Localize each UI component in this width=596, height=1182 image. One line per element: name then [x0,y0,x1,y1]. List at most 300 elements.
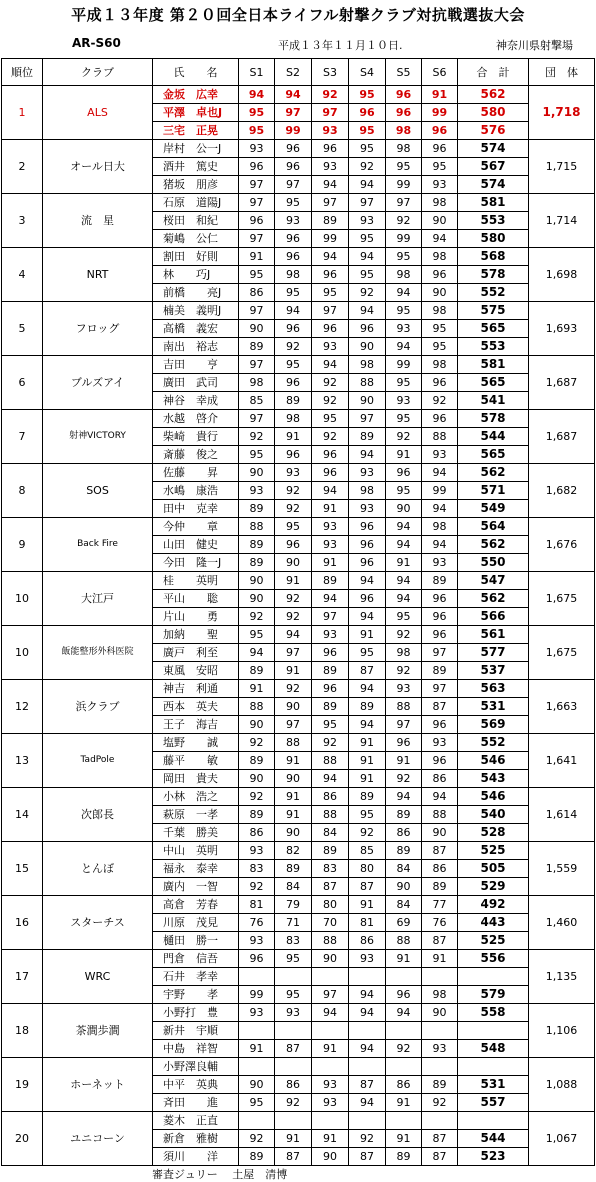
score-cell: 89 [239,1148,275,1166]
score-cell: 90 [239,572,275,590]
rank-cell: 20 [2,1112,43,1166]
name-cell: 廣内 一智 [153,878,239,896]
score-cell: 89 [386,842,422,860]
score-cell: 96 [312,464,349,482]
name-cell: 平山 聡 [153,590,239,608]
score-cell: 89 [239,806,275,824]
score-cell: 95 [349,266,386,284]
total-cell [458,1112,529,1130]
score-cell: 94 [239,86,275,104]
table-row [2,1058,595,1076]
name-cell: 菊嶋 公仁 [153,230,239,248]
name-cell: 萩原 一孝 [153,806,239,824]
score-cell: 97 [312,986,349,1004]
header-cell: 氏 名 [153,59,239,86]
name-cell: 中山 英明 [153,842,239,860]
total-cell: 553 [458,212,529,230]
score-cell: 89 [422,572,458,590]
name-cell: 桂 英明 [153,572,239,590]
score-cell: 96 [275,446,312,464]
header-cell: S4 [349,59,386,86]
score-cell: 93 [312,158,349,176]
name-cell: 菱木 正直 [153,1112,239,1130]
score-cell: 89 [422,662,458,680]
total-cell: 544 [458,1130,529,1148]
score-cell: 87 [422,1130,458,1148]
score-cell: 98 [349,356,386,374]
score-cell: 90 [275,698,312,716]
score-cell: 89 [239,554,275,572]
score-cell: 86 [312,788,349,806]
score-cell: 93 [312,122,349,140]
total-cell: 531 [458,698,529,716]
rank-cell: 1 [2,86,43,140]
score-cell: 96 [349,536,386,554]
score-cell: 86 [422,770,458,788]
name-cell: 東風 安昭 [153,662,239,680]
score-cell: 95 [386,158,422,176]
total-cell: 580 [458,230,529,248]
score-cell: 91 [275,1130,312,1148]
score-cell: 98 [386,644,422,662]
score-cell: 97 [239,230,275,248]
name-cell: 西本 英夫 [153,698,239,716]
score-cell: 92 [275,482,312,500]
name-cell: 須川 洋 [153,1148,239,1166]
score-cell: 96 [349,104,386,122]
club-cell: TadPole [43,734,153,788]
club-cell: SOS [43,464,153,518]
score-cell: 95 [275,518,312,536]
score-cell: 89 [312,698,349,716]
total-cell: 546 [458,752,529,770]
name-cell: 前橋 亮J [153,284,239,302]
club-cell: 茶澗歩澗 [43,1004,153,1058]
name-cell: 三宅 正晃 [153,122,239,140]
score-cell: 89 [312,572,349,590]
total-cell: 558 [458,1004,529,1022]
score-cell: 95 [239,122,275,140]
total-cell: 578 [458,410,529,428]
score-cell: 91 [275,572,312,590]
score-cell: 90 [275,554,312,572]
score-cell: 94 [422,464,458,482]
score-cell: 91 [349,752,386,770]
score-cell: 84 [312,824,349,842]
total-cell: 579 [458,986,529,1004]
score-cell: 87 [275,1040,312,1058]
total-cell: 564 [458,518,529,536]
score-cell: 97 [422,680,458,698]
score-cell: 96 [386,104,422,122]
score-cell: 92 [275,590,312,608]
score-cell: 95 [349,86,386,104]
score-cell: 97 [239,302,275,320]
score-cell: 94 [349,446,386,464]
score-cell [275,968,312,986]
table-row [2,950,595,968]
table-row [2,356,595,374]
score-cell: 93 [349,500,386,518]
score-cell: 92 [275,680,312,698]
score-cell: 92 [422,392,458,410]
score-cell: 94 [386,572,422,590]
name-cell: 王子 海吉 [153,716,239,734]
name-cell: 山田 健史 [153,536,239,554]
score-cell: 88 [386,698,422,716]
total-cell: 562 [458,464,529,482]
score-cell: 92 [422,1094,458,1112]
score-cell: 94 [349,1094,386,1112]
rank-cell: 8 [2,464,43,518]
score-cell: 96 [275,140,312,158]
subheader [0,34,596,54]
table-row [2,680,595,698]
score-cell: 81 [349,914,386,932]
score-cell: 95 [349,806,386,824]
score-cell: 96 [312,320,349,338]
score-cell: 96 [422,410,458,428]
score-cell: 97 [312,104,349,122]
total-cell: 556 [458,950,529,968]
score-cell: 96 [239,950,275,968]
score-cell: 87 [349,1076,386,1094]
club-cell: ブルズアイ [43,356,153,410]
name-cell: 猪坂 朋彦 [153,176,239,194]
score-cell: 96 [312,140,349,158]
score-cell: 83 [239,860,275,878]
score-cell: 95 [275,194,312,212]
rank-cell: 10 [2,572,43,626]
club-cell: 浜クラブ [43,680,153,734]
score-cell: 88 [386,932,422,950]
score-cell [349,1022,386,1040]
name-cell: 門倉 信吾 [153,950,239,968]
name-cell: 水嶋 康浩 [153,482,239,500]
rank-cell: 7 [2,410,43,464]
header-cell: S5 [386,59,422,86]
score-cell: 92 [386,212,422,230]
score-cell: 89 [239,500,275,518]
score-cell: 96 [386,734,422,752]
name-cell: 中平 英典 [153,1076,239,1094]
score-cell: 95 [239,266,275,284]
score-cell: 93 [422,734,458,752]
score-cell: 92 [275,1094,312,1112]
score-cell: 90 [239,464,275,482]
score-cell: 96 [422,140,458,158]
score-cell: 95 [312,284,349,302]
rank-cell: 6 [2,356,43,410]
total-cell: 577 [458,644,529,662]
score-cell [239,1058,275,1076]
rank-cell: 12 [2,680,43,734]
score-cell: 90 [386,878,422,896]
score-cell: 97 [386,194,422,212]
table-row [2,572,595,590]
score-cell: 89 [239,536,275,554]
name-cell: 佐藤 昇 [153,464,239,482]
score-cell: 91 [239,248,275,266]
score-cell: 94 [349,986,386,1004]
score-cell: 87 [349,878,386,896]
total-cell: 529 [458,878,529,896]
name-cell: 千葉 勝美 [153,824,239,842]
name-cell: 水越 啓介 [153,410,239,428]
score-cell: 91 [275,662,312,680]
team-total-cell: 1,106 [529,1004,595,1058]
score-cell: 91 [422,950,458,968]
total-cell: 548 [458,1040,529,1058]
score-cell: 94 [386,284,422,302]
club-cell: WRC [43,950,153,1004]
score-cell: 81 [239,896,275,914]
team-total-cell: 1,135 [529,950,595,1004]
score-cell: 93 [312,1094,349,1112]
score-cell: 88 [312,932,349,950]
score-cell: 91 [349,626,386,644]
team-total-cell: 1,614 [529,788,595,842]
total-cell: 543 [458,770,529,788]
score-cell: 86 [386,1076,422,1094]
score-cell [422,968,458,986]
score-cell: 94 [312,356,349,374]
score-cell: 94 [275,302,312,320]
total-cell: 574 [458,140,529,158]
score-cell: 92 [239,734,275,752]
score-cell [275,1022,312,1040]
score-cell: 89 [422,1076,458,1094]
score-cell: 95 [239,104,275,122]
score-cell: 96 [275,248,312,266]
score-cell: 93 [422,554,458,572]
team-total-cell: 1,067 [529,1112,595,1166]
score-cell: 92 [239,878,275,896]
club-cell: 次郎長 [43,788,153,842]
rank-cell: 2 [2,140,43,194]
score-cell: 94 [386,788,422,806]
score-cell: 83 [275,932,312,950]
table-row [2,896,595,914]
score-cell: 87 [275,1148,312,1166]
score-cell: 94 [386,536,422,554]
score-cell: 94 [349,716,386,734]
score-cell: 89 [312,662,349,680]
total-cell: 544 [458,428,529,446]
team-total-cell: 1,675 [529,626,595,680]
score-cell: 89 [349,698,386,716]
score-cell: 88 [239,698,275,716]
total-cell: 571 [458,482,529,500]
score-cell: 90 [312,1148,349,1166]
total-cell: 581 [458,194,529,212]
score-cell: 97 [275,644,312,662]
score-cell: 91 [386,1130,422,1148]
score-cell: 97 [275,716,312,734]
score-cell: 92 [386,1040,422,1058]
score-cell: 94 [349,176,386,194]
score-cell: 89 [386,806,422,824]
score-cell: 95 [275,950,312,968]
score-cell: 69 [386,914,422,932]
club-cell: ALS [43,86,153,140]
score-cell: 96 [312,680,349,698]
header-cell: 順位 [2,59,43,86]
score-cell: 93 [239,140,275,158]
score-cell: 97 [239,194,275,212]
score-cell: 94 [312,590,349,608]
score-cell: 91 [422,86,458,104]
name-cell: 楠美 義明J [153,302,239,320]
name-cell: 南出 裕志 [153,338,239,356]
judge-footer: 審査ジュリー 土屋 清博 [152,1168,288,1181]
score-cell [312,1022,349,1040]
score-cell: 96 [349,554,386,572]
total-cell: 492 [458,896,529,914]
name-cell: 神谷 幸成 [153,392,239,410]
rank-cell: 3 [2,194,43,248]
header-cell: S2 [275,59,312,86]
page-title: 平成１３年度 第２０回全日本ライフル射撃クラブ対抗戦選抜大会 [71,6,525,24]
name-cell: 小野澤良輔 [153,1058,239,1076]
team-total-cell: 1,715 [529,140,595,194]
header-cell: S3 [312,59,349,86]
total-cell: 525 [458,932,529,950]
header-row [2,59,595,86]
rank-cell: 17 [2,950,43,1004]
score-cell: 85 [239,392,275,410]
score-cell: 87 [422,1148,458,1166]
total-cell: 562 [458,590,529,608]
table-row [2,734,595,752]
score-cell: 99 [386,356,422,374]
score-cell: 94 [422,788,458,806]
score-cell: 96 [349,320,386,338]
rank-cell: 14 [2,788,43,842]
score-cell: 93 [349,212,386,230]
club-cell: フロッグ [43,302,153,356]
score-cell: 98 [422,302,458,320]
score-cell: 96 [422,266,458,284]
score-cell: 90 [422,824,458,842]
score-cell: 98 [239,374,275,392]
score-cell: 95 [239,626,275,644]
score-cell: 96 [275,158,312,176]
score-cell: 96 [386,986,422,1004]
score-cell: 90 [422,212,458,230]
score-cell: 93 [275,464,312,482]
name-cell: 酒井 篤史 [153,158,239,176]
score-cell: 96 [349,518,386,536]
score-cell: 97 [239,410,275,428]
event-label: AR-S60 [72,36,121,50]
score-cell [386,1022,422,1040]
total-cell: 541 [458,392,529,410]
score-cell: 94 [386,590,422,608]
score-cell: 94 [239,644,275,662]
name-cell: 新井 宇順 [153,1022,239,1040]
table-row [2,788,595,806]
total-cell: 562 [458,536,529,554]
score-cell: 96 [275,536,312,554]
total-cell: 553 [458,338,529,356]
name-cell: 割田 好則 [153,248,239,266]
score-cell: 94 [422,230,458,248]
total-cell: 550 [458,554,529,572]
score-cell: 93 [349,950,386,968]
score-cell [275,1058,312,1076]
team-total-cell: 1,663 [529,680,595,734]
name-cell: 岸村 公一J [153,140,239,158]
score-cell [349,1058,386,1076]
score-cell: 90 [349,338,386,356]
score-cell: 93 [275,1004,312,1022]
score-cell: 80 [312,896,349,914]
total-cell: 569 [458,716,529,734]
name-cell: 石井 孝幸 [153,968,239,986]
score-cell: 94 [349,1040,386,1058]
team-total-cell: 1,693 [529,302,595,356]
score-cell: 77 [422,896,458,914]
score-cell: 91 [275,806,312,824]
score-cell: 94 [312,1004,349,1022]
rank-cell: 19 [2,1058,43,1112]
score-cell: 95 [312,716,349,734]
rank-cell: 10 [2,626,43,680]
name-cell: 廣田 武司 [153,374,239,392]
total-cell: 561 [458,626,529,644]
score-cell: 87 [422,932,458,950]
score-cell: 94 [349,302,386,320]
team-total-cell: 1,714 [529,194,595,248]
table-row [2,1112,595,1130]
score-cell: 87 [312,878,349,896]
name-cell: 今仲 章 [153,518,239,536]
header-cell: クラブ [43,59,153,86]
name-cell: 金坂 広幸 [153,86,239,104]
rank-cell: 13 [2,734,43,788]
score-cell: 89 [239,662,275,680]
score-cell: 95 [349,140,386,158]
score-cell: 91 [386,554,422,572]
total-cell: 546 [458,788,529,806]
club-cell: 飯能整形外科医院 [43,626,153,680]
score-cell: 98 [422,518,458,536]
score-cell: 94 [275,86,312,104]
score-cell: 94 [312,176,349,194]
score-cell: 95 [386,374,422,392]
score-cell: 96 [312,644,349,662]
score-cell: 99 [422,482,458,500]
score-cell: 96 [386,464,422,482]
score-cell: 96 [422,626,458,644]
score-cell: 92 [239,428,275,446]
total-cell [458,968,529,986]
total-cell: 563 [458,680,529,698]
total-cell [458,1058,529,1076]
score-cell: 91 [349,896,386,914]
name-cell: 藤平 敏 [153,752,239,770]
score-cell: 92 [349,158,386,176]
score-cell: 92 [239,788,275,806]
score-cell: 88 [312,806,349,824]
score-cell: 89 [275,860,312,878]
score-cell: 93 [422,446,458,464]
table-row [2,626,595,644]
score-cell: 91 [275,428,312,446]
score-cell: 95 [275,284,312,302]
team-total-cell: 1,718 [529,86,595,140]
